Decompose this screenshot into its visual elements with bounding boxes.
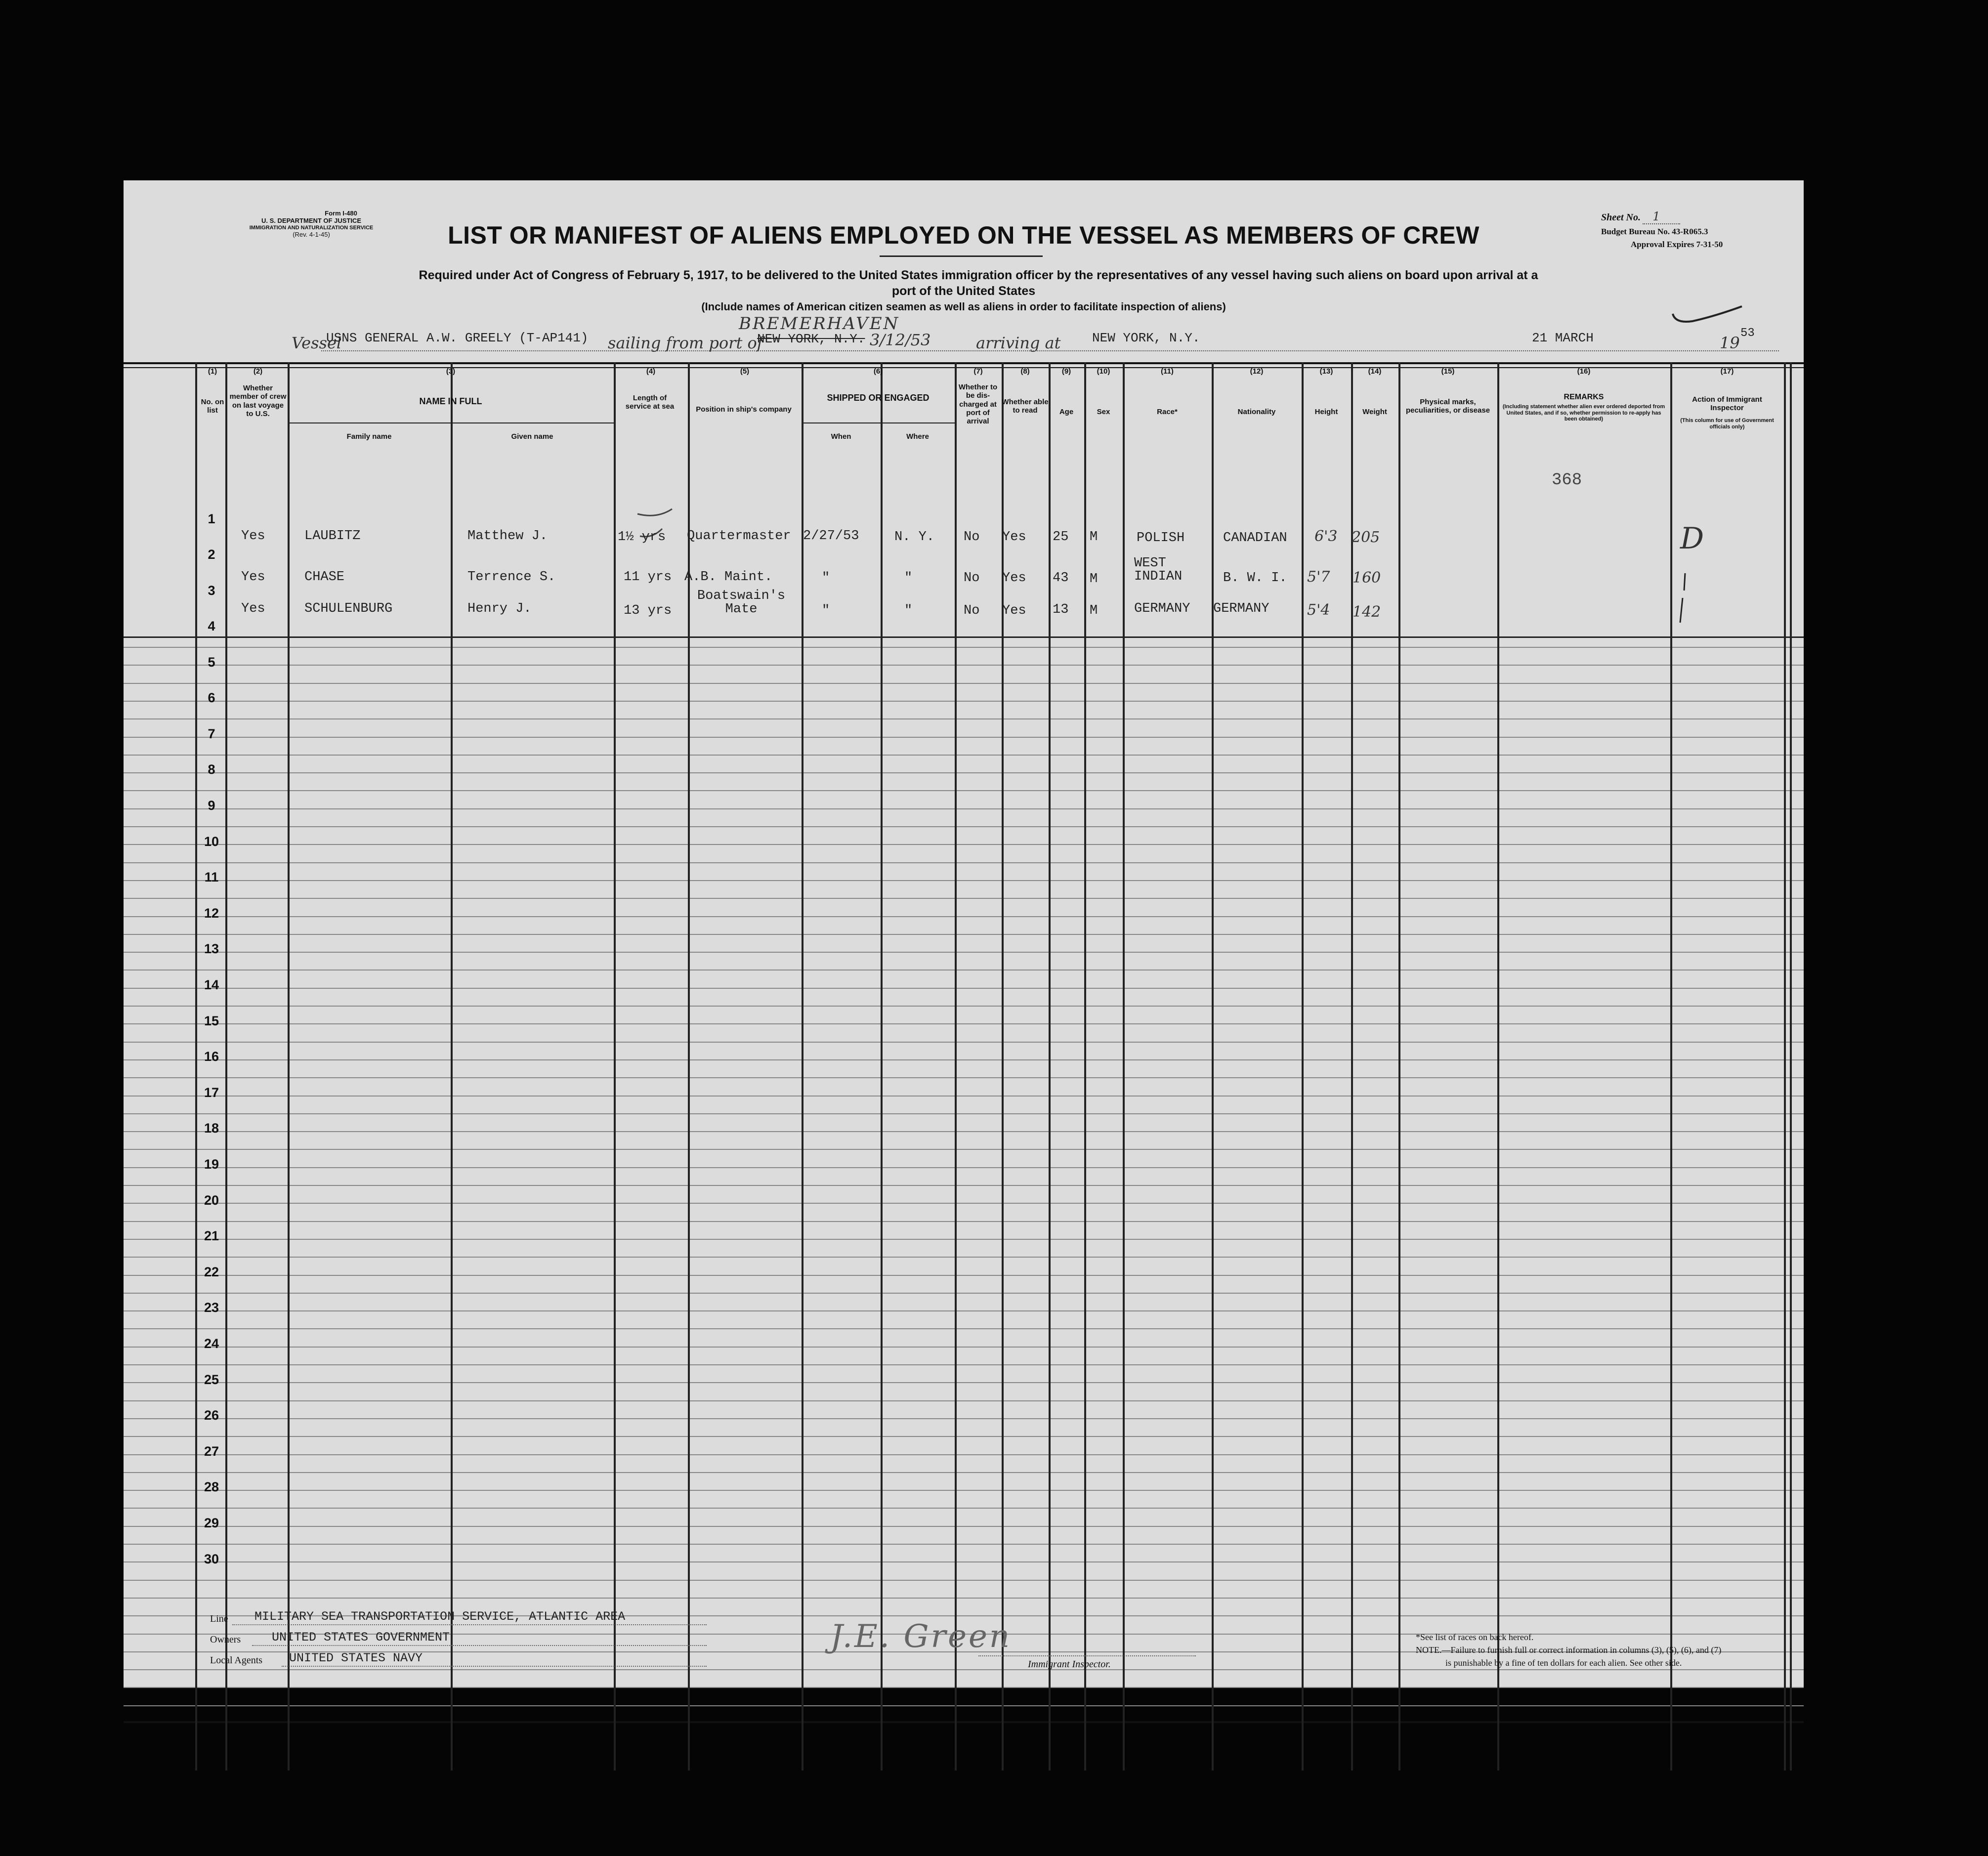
ruled-line	[124, 1131, 1804, 1132]
col-14-num: (14)	[1368, 367, 1382, 376]
col-2-label: Whether member of crew on last voyage to U.S.	[229, 384, 287, 418]
col-8-label: Whether able to read	[1002, 398, 1049, 415]
cell-age: 43	[1053, 571, 1069, 586]
ruled-line	[124, 1472, 1804, 1473]
cell-family-name: CHASE	[304, 570, 345, 585]
col-9-label: Age	[1059, 408, 1074, 416]
ruled-line	[124, 665, 1804, 666]
row-number: 22	[204, 1264, 219, 1279]
col-5-num: (5)	[740, 367, 750, 376]
ruled-line	[124, 1310, 1804, 1311]
ruled-line	[124, 701, 1804, 702]
cell-family-name: SCHULENBURG	[304, 601, 393, 616]
col-3-label: NAME IN FULL	[419, 396, 482, 406]
cell-discharged: No	[964, 603, 980, 618]
row-number: 21	[204, 1228, 219, 1244]
row-number: 5	[208, 654, 215, 670]
cell-race: GERMANY	[1134, 601, 1190, 616]
col-13-label: Height	[1314, 408, 1338, 416]
row-number: 30	[204, 1551, 219, 1566]
ruled-line	[124, 1687, 1804, 1688]
row-number: 8	[208, 762, 215, 777]
note-races: *See list of races on back hereof.	[1416, 1632, 1534, 1642]
col-15-num: (15)	[1441, 367, 1455, 376]
col-2-num: (2)	[253, 367, 263, 376]
row-number: 10	[204, 834, 219, 849]
ruled-line	[124, 1364, 1804, 1365]
col-4-num: (4)	[646, 367, 656, 376]
cell-sex: M	[1090, 603, 1098, 618]
year-prefix: 19	[1720, 334, 1740, 352]
col-1-num: (1)	[208, 367, 217, 376]
row-number: 4	[208, 619, 215, 633]
cell-position: A.B. Maint.	[684, 570, 773, 585]
ruled-line	[124, 1221, 1804, 1222]
line-label: Line	[210, 1613, 228, 1624]
row-number: 13	[204, 941, 219, 957]
cell-age: 25	[1053, 530, 1069, 545]
note-penalty-2: is punishable by a fine of ten dollars for each alien. See other side.	[1445, 1658, 1682, 1668]
row-number: 15	[204, 1013, 219, 1028]
row-number: 17	[204, 1085, 219, 1100]
ruled-line	[124, 844, 1804, 845]
row-number: 7	[208, 726, 215, 741]
subtitle-line-1: Required under Act of Congress of February 5, 1917, to be delivered to the United States immigration officer by the representatives of any vessel having such aliens on board upon arrival at a	[419, 268, 1538, 282]
col-10-num: (10)	[1097, 367, 1110, 376]
cell-sex: M	[1090, 530, 1098, 545]
cell-race: WEST INDIAN	[1134, 556, 1183, 584]
ruled-line	[124, 916, 1804, 917]
arriving-label: arriving at	[976, 334, 1061, 352]
inspector-tick-icon	[1675, 571, 1690, 625]
cell-nationality: GERMANY	[1213, 601, 1269, 616]
cell-last-voyage: Yes	[241, 601, 265, 616]
ruled-line	[124, 1580, 1804, 1581]
form-revision: (Rev. 4-1-45)	[293, 230, 330, 238]
col-10-label: Sex	[1097, 408, 1110, 416]
col-12-label: Nationality	[1237, 408, 1276, 416]
column-line	[1123, 362, 1125, 1771]
row-number: 24	[204, 1336, 219, 1351]
ruled-line	[124, 1042, 1804, 1043]
cell-height: 5'7	[1307, 568, 1330, 586]
ruled-line	[124, 1544, 1804, 1545]
cell-given-name: Terrence S.	[467, 570, 556, 585]
cell-weight: 160	[1353, 569, 1381, 587]
ruled-line	[124, 1023, 1804, 1024]
cell-read: Yes	[1002, 530, 1026, 545]
ruled-line	[124, 1508, 1804, 1509]
ruled-line	[124, 772, 1804, 773]
cell-nationality: B. W. I.	[1223, 571, 1287, 586]
ruled-line	[124, 1526, 1804, 1527]
column-line	[1670, 362, 1672, 1771]
year-suffix: 53	[1740, 327, 1755, 340]
row-number: 26	[204, 1408, 219, 1423]
ruled-line	[124, 737, 1804, 738]
column-line	[1212, 362, 1214, 1771]
ruled-line	[124, 826, 1804, 827]
cell-weight: 205	[1352, 529, 1380, 546]
col-17-num: (17)	[1720, 367, 1734, 376]
cell-height: 6'3	[1314, 528, 1338, 545]
cell-weight: 142	[1353, 603, 1381, 621]
ruled-line	[124, 1347, 1804, 1348]
column-line	[1497, 362, 1499, 1771]
column-line	[1049, 362, 1051, 1771]
ruled-line	[124, 988, 1804, 989]
row-number: 20	[204, 1192, 219, 1208]
col-17-sub: (This column for use of Government officials only)	[1680, 418, 1774, 430]
col-6-num: (6)	[873, 367, 883, 376]
ruled-line	[124, 1454, 1804, 1455]
row-number: 3	[208, 583, 215, 598]
col-5-label: Position in ship's company	[696, 405, 792, 414]
col-16-sub: (Including statement whether alien ever ordered deported from United States, and if so, whether permission to re-apply has been obtained)	[1502, 404, 1665, 422]
col-6-where: Where	[906, 432, 929, 441]
ruled-line	[124, 1113, 1804, 1114]
cell-where: "	[904, 603, 913, 618]
col-1-label: No. on list	[201, 398, 224, 415]
cell-family-name: LAUBITZ	[304, 529, 361, 544]
vessel-label: Vessel	[292, 334, 342, 352]
col-9-num: (9)	[1061, 367, 1071, 376]
remarks-stamp: 368	[1552, 471, 1582, 490]
ruled-line	[124, 1275, 1804, 1276]
row-number: 12	[204, 905, 219, 921]
col-15-label: Physical marks, peculiarities, or disease	[1405, 398, 1490, 415]
ruled-line	[124, 1418, 1804, 1419]
row-number: 6	[208, 690, 215, 706]
row-number: 28	[204, 1479, 219, 1495]
inspector-mark: D	[1680, 521, 1704, 556]
ruled-line	[124, 755, 1804, 756]
sheet-number: 1	[1643, 210, 1680, 224]
col-8-num: (8)	[1020, 367, 1030, 376]
cell-nationality: CANADIAN	[1223, 531, 1287, 546]
line-value: MILITARY SEA TRANSPORTATION SERVICE, ATLANTIC AREA	[254, 1609, 626, 1624]
form-department: U. S. DEPARTMENT OF JUSTICE	[261, 216, 361, 224]
ruled-line	[124, 1149, 1804, 1150]
form-service: IMMIGRATION AND NATURALIZATION SERVICE	[249, 224, 374, 231]
approval-expires: Approval Expires 7-31-50	[1631, 239, 1723, 249]
cell-position: Quartermaster	[687, 529, 791, 544]
ruled-line	[124, 952, 1804, 953]
cell-where: N. Y.	[894, 530, 935, 545]
subtitle-note: (Include names of American citizen seamen as well as aliens in order to facilitate inspection of aliens)	[701, 300, 1226, 313]
column-line	[451, 362, 453, 1771]
form-number: Form I-480	[325, 210, 357, 217]
row-number: 9	[208, 798, 215, 813]
vessel-line	[292, 314, 1774, 358]
ruled-line	[124, 1598, 1804, 1599]
note-penalty-1: NOTE.—Failure to furnish full or correct information in columns (3), (5), (6), and (7)	[1416, 1645, 1722, 1655]
column-line	[195, 362, 197, 1771]
col-7-label: Whether to be dis-charged at port of arrival	[958, 383, 998, 425]
row-number: 14	[204, 977, 219, 992]
col-11-label: Race*	[1157, 408, 1178, 416]
cell-height: 5'4	[1307, 601, 1330, 619]
col-16-num: (16)	[1577, 367, 1591, 376]
arriving-port: NEW YORK, N.Y.	[1092, 331, 1200, 345]
col-4-label: Length of service at sea	[625, 394, 675, 411]
ruled-line	[124, 1203, 1804, 1204]
subtitle-line-2: port of the United States	[891, 284, 1036, 298]
row-number: 29	[204, 1516, 219, 1530]
ruled-line	[124, 880, 1804, 881]
cell-race: POLISH	[1137, 531, 1185, 546]
cell-service: 1½ yrs	[618, 530, 666, 545]
ruled-line	[124, 862, 1804, 863]
ruled-line	[124, 1096, 1804, 1097]
col-12-num: (12)	[1250, 367, 1264, 376]
ruled-line	[124, 683, 1804, 684]
title-rule	[880, 255, 1043, 257]
sheet-info	[1601, 208, 1723, 251]
inspector-label: Immigrant Inspector.	[1028, 1659, 1111, 1670]
sheet-label: Sheet No.	[1601, 212, 1641, 223]
cell-given-name: Matthew J.	[467, 529, 548, 544]
ruled-line	[124, 1328, 1804, 1329]
cell-when: "	[822, 603, 830, 618]
inspector-signature: J.E. Green	[830, 1618, 1012, 1655]
sailing-date-handwritten: 3/12/53	[870, 331, 931, 349]
column-line	[1302, 362, 1304, 1771]
ruled-line	[124, 1239, 1804, 1240]
sailing-port-handwritten: BREMERHAVEN	[739, 314, 900, 334]
cell-service: 13 yrs	[624, 603, 672, 618]
ruled-line	[124, 1059, 1804, 1060]
col-7-num: (7)	[973, 367, 983, 376]
cell-sex: M	[1090, 572, 1098, 587]
owners-value: UNITED STATES GOVERNMENT	[272, 1630, 450, 1645]
sailing-label: sailing from port of	[608, 334, 763, 352]
ruled-line	[124, 1436, 1804, 1437]
ruled-line	[124, 790, 1804, 791]
page-title: LIST OR MANIFEST OF ALIENS EMPLOYED ON THE VESSEL AS MEMBERS OF CREW	[448, 221, 1480, 249]
ruled-line	[124, 1293, 1804, 1294]
col-13-num: (13)	[1319, 367, 1333, 376]
cell-when: "	[822, 571, 830, 586]
ruled-line	[124, 1705, 1804, 1706]
cell-when: 2/27/53	[803, 529, 859, 544]
ruled-line	[124, 1077, 1804, 1078]
ruled-line	[124, 898, 1804, 899]
header-divider	[802, 422, 955, 423]
ruled-line	[124, 1490, 1804, 1491]
cell-discharged: No	[964, 571, 980, 586]
row-number: 25	[204, 1372, 219, 1387]
cell-read: Yes	[1002, 571, 1026, 586]
footer	[124, 1603, 1804, 1673]
col-3-num: (3)	[446, 367, 456, 376]
col-6-label: SHIPPED OR ENGAGED	[827, 393, 930, 403]
row-number: 1	[208, 511, 215, 526]
col-3-given: Given name	[511, 432, 553, 441]
column-line	[1398, 362, 1400, 1771]
row-number: 16	[204, 1049, 219, 1064]
sailing-port-struck: NEW YORK, N.Y.	[757, 332, 865, 346]
ruled-line	[124, 1257, 1804, 1258]
agents-value: UNITED STATES NAVY	[289, 1651, 423, 1665]
ruled-line	[124, 647, 1804, 648]
owners-label: Owners	[210, 1634, 241, 1645]
cell-age: 13	[1053, 602, 1069, 617]
col-6-when: When	[831, 432, 851, 441]
ruled-line	[124, 1185, 1804, 1186]
row-number: 2	[208, 547, 215, 562]
col-3-family: Family name	[346, 432, 392, 441]
cell-discharged: No	[964, 530, 980, 545]
ruled-line	[124, 1561, 1804, 1562]
ruled-line	[124, 1006, 1804, 1007]
col-14-label: Weight	[1362, 408, 1387, 416]
cell-where: "	[904, 571, 913, 586]
agents-label: Local Agents	[210, 1655, 263, 1666]
ruled-line	[124, 1382, 1804, 1383]
column-line	[881, 362, 883, 1771]
ruled-line	[124, 1400, 1804, 1401]
row-number: 18	[204, 1121, 219, 1136]
vessel-name: USNS GENERAL A.W. GREELY (T-AP141)	[326, 331, 589, 345]
column-line	[288, 362, 290, 1771]
budget-bureau: Budget Bureau No. 43-R065.3	[1601, 227, 1708, 236]
ruled-line	[124, 1167, 1804, 1168]
cell-service: 11 yrs	[624, 570, 672, 585]
column-line	[955, 362, 957, 1771]
row-number: 23	[204, 1300, 219, 1315]
column-line	[225, 362, 227, 1771]
column-line	[1790, 362, 1792, 1771]
ruled-line	[124, 934, 1804, 935]
cell-read: Yes	[1002, 603, 1026, 618]
arrival-date: 21 MARCH	[1532, 331, 1594, 345]
row-number: 19	[204, 1157, 219, 1172]
cell-last-voyage: Yes	[241, 570, 265, 585]
column-line	[614, 362, 616, 1771]
cell-given-name: Henry J.	[467, 601, 532, 616]
cell-position: Boatswain's Mate	[697, 589, 786, 617]
column-line	[1784, 362, 1786, 1771]
column-line	[1084, 362, 1086, 1771]
row-number: 11	[204, 870, 219, 885]
ruled-line	[124, 718, 1804, 719]
cell-last-voyage: Yes	[241, 529, 265, 544]
col-11-num: (11)	[1161, 367, 1174, 376]
row-number: 27	[204, 1443, 219, 1459]
column-line	[802, 362, 804, 1771]
ruled-line	[124, 808, 1804, 809]
col-16-label: REMARKS	[1564, 393, 1604, 401]
col-17-label: Action of Immigrant Inspector	[1692, 395, 1762, 413]
manifest-sheet	[124, 180, 1804, 1687]
